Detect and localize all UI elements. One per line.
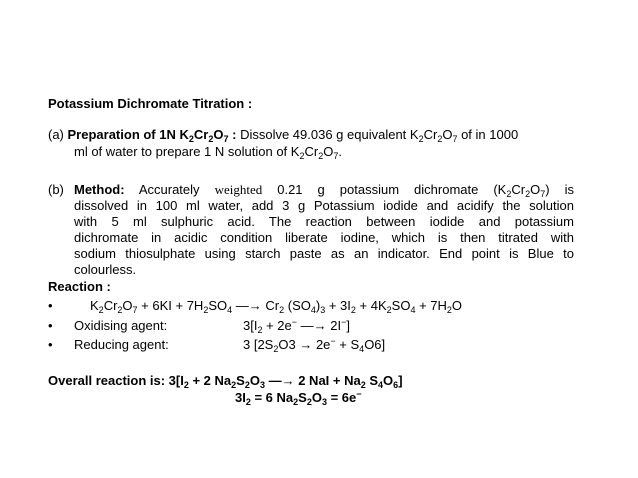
- bullet-1: •: [48, 298, 53, 313]
- reaction-equation: $K_2Cr_2O_7 + 6KI + 7H_2SO_4$ —→ $Cr_2$ $(SO_4)_3 + 3I_2 + 4K_2SO_4 + 7H_2O$: [90, 298, 463, 315]
- part-a-line-1: [48, 127, 518, 143]
- reaction-label: Reaction :: [48, 279, 111, 294]
- part-a-line-2: ml of water to prepare 1 N solution of $K_2Cr_2O_7$.: [74, 144, 342, 161]
- overall-reaction-line-2: $3I_2 = 6$ $Na_2S_2O_3 = 6e^-$: [235, 389, 362, 407]
- part-b-line-3: with 5 ml sulphuric acid. The reaction between iodide and potassium: [74, 214, 574, 229]
- part-b-label: (b): [48, 182, 64, 197]
- part-b-line-1: Method: Accurately weighted 0.21 g potassium dichromate $(K_2Cr_2O_7)$ is: [74, 182, 574, 199]
- part-b-line-5: sodium thiosulphate using starch paste as an indicator. End point is Blue to: [74, 246, 574, 261]
- reducing-agent-label: Reducing agent:: [74, 337, 169, 352]
- part-b-line-2: dissolved in 100 ml water, add 3 g Potassium iodide and acidify the solution: [74, 198, 574, 213]
- part-b-line-4: dichromate in acidic condition liberate iodine, which is then titrated with: [74, 230, 574, 245]
- reducing-agent-equation: 3 $[2S_2O3 \to 2e^- + S_4O6]$: [243, 336, 386, 354]
- overall-reaction: Overall reaction is: $3[I_2 + 2$ $Na_2S_2O_3$ —→ 2 NaI + $Na_2$ $S_4O_6$]: [48, 373, 403, 390]
- bullet-3: •: [48, 337, 53, 352]
- bullet-2: •: [48, 318, 53, 333]
- part-a-text: Dissolve 49.036 g equivalent $K_2Cr_2O_7$ of in 1000: [236, 127, 519, 144]
- part-a-title: Preparation of 1N $K_2Cr_2O_7$ :: [67, 127, 237, 144]
- part-b-line-6: colourless.: [74, 262, 137, 277]
- heading: Potassium Dichromate Titration :: [48, 96, 253, 111]
- oxidising-agent-label: Oxidising agent:: [74, 318, 168, 333]
- oxidising-agent-equation: $3[I_2 + 2e^-$ —→ 2I−]: [243, 317, 350, 335]
- part-a-label: (a): [48, 127, 64, 142]
